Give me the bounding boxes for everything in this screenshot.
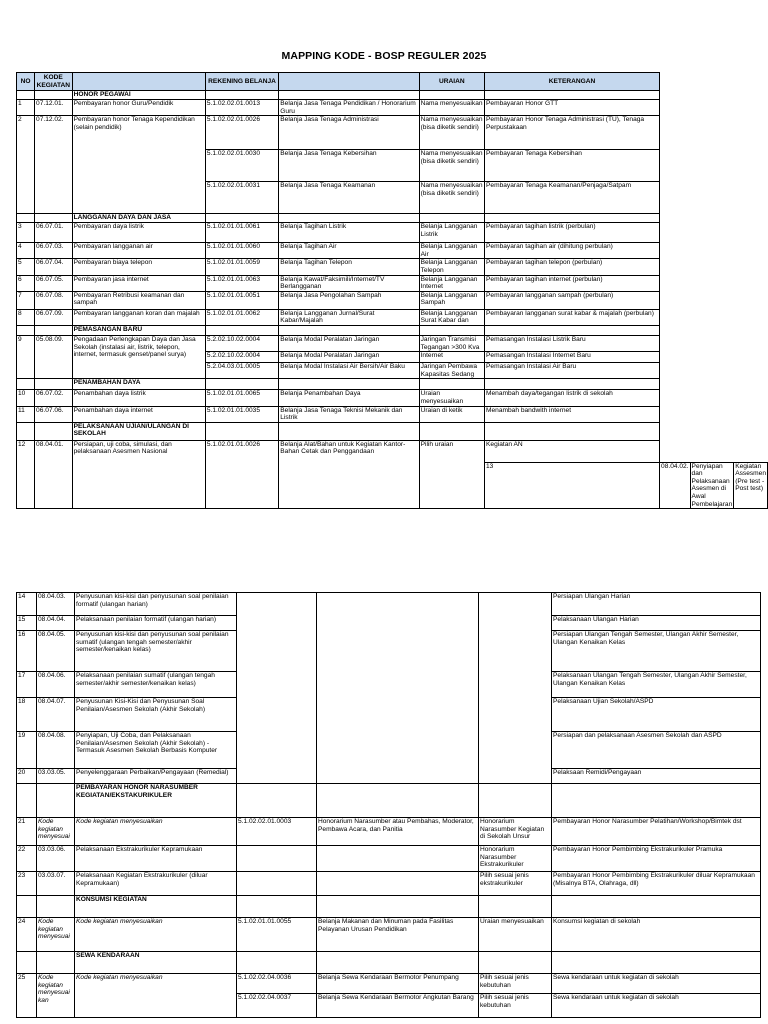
- cell-rekening-belanja: 5.1.02.01.01.0026: [205, 440, 278, 509]
- section-no: [17, 896, 37, 918]
- cell-keterangan: Pembayaran Honor Narasumber Pelatihan/Workshop/Bimtek dst: [552, 818, 761, 846]
- cell-rekening-belanja: 5.1.02.01.01.0063: [205, 275, 278, 291]
- table-row: [17, 243, 768, 259]
- cell-uraian: Uraian menyesuaikan: [479, 918, 552, 952]
- cell-keterangan: Sewa kendaraan untuk kegiatan di sekolah: [552, 994, 761, 1018]
- section-uraian: [419, 379, 484, 390]
- section-title: SEWA KENDARAAN: [75, 952, 237, 974]
- section-title: PEMBAYARAN HONOR NARASUMBER KEGIATAN/EKSTAKURIKULER: [75, 784, 237, 818]
- table-row: [17, 818, 761, 846]
- mapping-table-part-1: [16, 72, 768, 509]
- cell-uraian: Uraian menyesuaikan: [419, 390, 484, 406]
- cell-uraian: Honorarium Narasumber Kegiatan di Sekolah Unsur: [479, 818, 552, 846]
- cell-nama-rekening: Belanja Jasa Tenaga Administrasi: [279, 116, 419, 150]
- section-ket: [485, 91, 660, 100]
- cell-uraian: Belanja Langganan Listrik: [419, 223, 484, 243]
- table-row: [17, 872, 761, 896]
- section-no: [17, 422, 35, 440]
- table-row: [17, 846, 761, 872]
- cell-nama-kegiatan: Pengadaan Perlengkapan Daya dan Jasa Sekolah (instalasi air, listrik, telepon, internet, termasuk genset/panel surya): [72, 335, 205, 378]
- cell-uraian: Pilih uraian: [419, 440, 484, 509]
- cell-kode-kegiatan: 06.07.02.: [35, 390, 73, 406]
- cell-nama-rekening: Belanja Kawat/Faksimili/Internet/TV Berlangganan: [279, 275, 419, 291]
- table-row: [17, 291, 768, 309]
- cell-nama-kegiatan: Penyusunan kisi-kisi dan penyusunan soal penilaian formatif (ulangan harian): [75, 593, 237, 616]
- cell-nama-kegiatan: Pembayaran daya listrik: [72, 223, 205, 243]
- section-uraian: [479, 952, 552, 974]
- cell-no: 16: [17, 631, 37, 672]
- section-ket: [485, 214, 660, 223]
- section-no: [17, 952, 37, 974]
- section-row: [17, 422, 768, 440]
- cell-kode-kegiatan: 08.04.06.: [37, 672, 75, 698]
- cell-kode-kegiatan: 08.04.07.: [37, 698, 75, 732]
- cell-rekening-belanja: 5.1.02.01.01.0035: [205, 406, 278, 422]
- cell-uraian: Internet: [419, 352, 484, 363]
- cell-keterangan: Pelaksanaan Ulangan Tengah Semester, Ulangan Akhir Semester, Ulangan Kenaikan Kelas: [552, 672, 761, 698]
- cell-nama-rekening: Belanja Makanan dan Minuman pada Fasilitas Pelayanan Urusan Pendidikan: [317, 918, 479, 952]
- section-belanja: [317, 784, 479, 818]
- table-row: [17, 440, 768, 462]
- cell-rekening-belanja: 5.1.02.01.01.0059: [205, 259, 278, 275]
- cell-keterangan: Sewa kendaraan untuk kegiatan di sekolah: [552, 974, 761, 994]
- cell-nama-kegiatan: Pelaksanaan Kegiatan Ekstrakurikuler (diluar Kepramukaan): [75, 872, 237, 896]
- section-row: [17, 952, 761, 974]
- cell-no: 9: [17, 335, 35, 378]
- cell-kode-kegiatan: Kode kegiatan menyesuai: [37, 918, 75, 952]
- cell-uraian: Belanja Langganan Air: [419, 243, 484, 259]
- section-kode: [35, 91, 73, 100]
- section-belanja: [279, 214, 419, 223]
- cell-kode-kegiatan: 06.07.03.: [35, 243, 73, 259]
- cell-no: 14: [17, 593, 37, 616]
- cell-keterangan: Pemasangan Instalasi Internet Baru: [485, 352, 660, 363]
- cell-rekening-belanja: 5.1.02.02.04.0037: [237, 994, 317, 1018]
- table-row: [17, 335, 768, 351]
- cell-nama-rekening: Belanja Jasa Tenaga Pendidikan / Honorarium Guru: [279, 100, 419, 116]
- cell-uraian: Belanja Langganan Telepon: [419, 259, 484, 275]
- cell-uraian: [479, 593, 552, 784]
- section-uraian: [419, 91, 484, 100]
- cell-keterangan: Pelaksaan Remidi/Pengayaan: [552, 769, 761, 784]
- cell-rekening-belanja: [237, 846, 317, 872]
- section-rek: [205, 214, 278, 223]
- header-nama-rekening: [279, 73, 419, 91]
- cell-nama-rekening: Belanja Jasa Tenaga Keamanan: [279, 182, 419, 214]
- cell-nama-rekening: Belanja Jasa Pengolahan Sampah: [279, 291, 419, 309]
- cell-kode-kegiatan: Kode kegiatan menyesuai: [37, 818, 75, 846]
- table-row: [17, 406, 768, 422]
- section-ket: [485, 422, 660, 440]
- cell-nama-rekening: Belanja Jasa Tenaga Kebersihan: [279, 150, 419, 182]
- section-rek: [205, 379, 278, 390]
- cell-rekening-belanja: 5.1.02.01.01.0051: [205, 291, 278, 309]
- cell-uraian: Pilih sesuai jenis kebutuhan: [479, 974, 552, 994]
- cell-keterangan: Kegiatan AN: [485, 440, 660, 462]
- section-no: [17, 91, 35, 100]
- cell-kode-kegiatan: 03.03.05.: [37, 769, 75, 784]
- section-rek: [205, 422, 278, 440]
- section-uraian: [419, 214, 484, 223]
- cell-keterangan: Pelaksanaan Ulangan Harian: [552, 616, 761, 631]
- cell-kode-kegiatan: 08.04.03.: [37, 593, 75, 616]
- cell-keterangan: Kegiatan Assesmen (Pre test - Post test): [734, 462, 768, 509]
- cell-kode-kegiatan: 08.04.01.: [35, 440, 73, 509]
- cell-rekening-belanja: 5.1.02.02.01.0030: [205, 150, 278, 182]
- cell-no: 19: [17, 732, 37, 769]
- cell-rekening-belanja: 5.1.02.02.01.0031: [205, 182, 278, 214]
- cell-kode-kegiatan: 06.07.08.: [35, 291, 73, 309]
- cell-no: 10: [17, 390, 35, 406]
- section-title: KONSUMSI KEGIATAN: [75, 896, 237, 918]
- cell-no: 8: [17, 309, 35, 325]
- cell-nama-rekening: Belanja Penambahan Daya: [279, 390, 419, 406]
- section-ket: [552, 952, 761, 974]
- cell-no: 17: [17, 672, 37, 698]
- cell-rekening-belanja: 5.1.02.01.01.0065: [205, 390, 278, 406]
- section-no: [17, 379, 35, 390]
- cell-rekening-belanja: 5.1.02.02.04.0036: [237, 974, 317, 994]
- cell-nama-rekening: Belanja Modal Peralatan Jaringan: [279, 335, 419, 351]
- section-kode: [35, 325, 73, 335]
- section-belanja: [279, 325, 419, 335]
- table-row: [17, 100, 768, 116]
- cell-nama-rekening: Belanja Modal Peralatan Jaringan: [279, 352, 419, 363]
- cell-nama-kegiatan: Pelaksanaan penilaian formatif (ulangan harian): [75, 616, 237, 631]
- cell-nama-kegiatan: Pembayaran jasa internet: [72, 275, 205, 291]
- section-rek: [237, 784, 317, 818]
- cell-keterangan: Pembayaran Honor GTT: [485, 100, 660, 116]
- cell-keterangan: Pemasangan Instalasi Listrik Baru: [485, 335, 660, 351]
- section-ket: [552, 784, 761, 818]
- cell-nama-kegiatan: Penyusunan kisi-kisi dan penyusunan soal penilaian sumatif (ulangan tengah semester/akhir semester/kenaikan kelas): [75, 631, 237, 672]
- section-kode: [37, 896, 75, 918]
- cell-no: 24: [17, 918, 37, 952]
- cell-nama-kegiatan: Pelaksanaan penilaian sumatif (ulangan tengah semester/akhir semester/kenaikan kelas): [75, 672, 237, 698]
- cell-kode-kegiatan: 07.12.02.: [35, 116, 73, 214]
- cell-nama-rekening: Belanja Tagihan Air: [279, 243, 419, 259]
- section-row: [17, 214, 768, 223]
- section-uraian: [419, 422, 484, 440]
- cell-keterangan: Menambah bandwith internet: [485, 406, 660, 422]
- cell-uraian: Pilih sesuai jenis ekstrakurikuler: [479, 872, 552, 896]
- cell-keterangan: Pembayaran tagihan internet (perbulan): [485, 275, 660, 291]
- cell-keterangan: Konsumsi kegiatan di sekolah: [552, 918, 761, 952]
- cell-rekening-belanja: 5.1.02.02.01.0026: [205, 116, 278, 150]
- section-title: HONOR PEGAWAI: [72, 91, 205, 100]
- cell-rekening-belanja: 5.2.02.10.02.0004: [205, 335, 278, 351]
- section-ket: [485, 379, 660, 390]
- cell-keterangan: Pembayaran langganan surat kabar & majalah (perbulan): [485, 309, 660, 325]
- cell-kode-kegiatan: 08.04.05.: [37, 631, 75, 672]
- cell-keterangan: Pembayaran Honor Pembimbing Ekstrakurikuler Pramuka: [552, 846, 761, 872]
- cell-nama-rekening: Belanja Jasa Tenaga Teknisi Mekanik dan Listrik: [279, 406, 419, 422]
- table-row: [17, 309, 768, 325]
- section-belanja: [279, 379, 419, 390]
- section-rek: [205, 91, 278, 100]
- cell-nama-rekening: Belanja Tagihan Telepon: [279, 259, 419, 275]
- cell-keterangan: Pembayaran tagihan telepon (perbulan): [485, 259, 660, 275]
- cell-nama-kegiatan: Pembayaran honor Tenaga Kependidikan (selain pendidik): [72, 116, 205, 214]
- cell-nama-kegiatan: Penambahan daya listrik: [72, 390, 205, 406]
- cell-keterangan: Menambah daya/tegangan listrik di sekolah: [485, 390, 660, 406]
- cell-keterangan: Pelaksanaan Ujian Sekolah/ASPD: [552, 698, 761, 732]
- cell-rekening-belanja: 5.1.02.01.01.0062: [205, 309, 278, 325]
- cell-uraian: Honorarium Narasumber Ekstrakurikuler: [479, 846, 552, 872]
- cell-uraian: Jaringan Transmisi Tegangan >300 Kva: [419, 335, 484, 351]
- cell-no: 12: [17, 440, 35, 509]
- cell-no: 4: [17, 243, 35, 259]
- mapping-table-part-2: [16, 592, 761, 1018]
- section-belanja: [279, 91, 419, 100]
- cell-uraian: Belanja Langganan Surat Kabar dan: [419, 309, 484, 325]
- section-row: [17, 325, 768, 335]
- section-kode: [35, 422, 73, 440]
- header-rekening-belanja: REKENING BELANJA: [205, 73, 278, 91]
- table-row: [17, 593, 761, 616]
- section-row: [17, 896, 761, 918]
- cell-keterangan: Persiapan Ulangan Tengah Semester, Ulangan Akhir Semester, Ulangan Kenaikan Kelas: [552, 631, 761, 672]
- cell-nama-kegiatan: Kode kegiatan menyesuaikan: [75, 818, 237, 846]
- cell-keterangan: Pemasangan Instalasi Air Baru: [485, 363, 660, 379]
- cell-uraian: Nama menyesuaikan (bisa diketik sendiri): [419, 150, 484, 182]
- cell-nama-kegiatan: Penyelenggaraan Perbaikan/Pengayaan (Remedial): [75, 769, 237, 784]
- cell-rekening-belanja: 5.1.02.02.01.0013: [205, 100, 278, 116]
- cell-nama-kegiatan: Penyusunan Kisi-Kisi dan Penyusunan Soal Penilaian/Asesmen Sekolah (Akhir Sekolah): [75, 698, 237, 732]
- cell-keterangan: Persiapan Ulangan Harian: [552, 593, 761, 616]
- section-no: [17, 784, 37, 818]
- cell-uraian: Nama menyesuaikan: [419, 100, 484, 116]
- section-uraian: [479, 784, 552, 818]
- section-belanja: [279, 422, 419, 440]
- cell-no: 15: [17, 616, 37, 631]
- cell-nama-kegiatan: Pembayaran biaya telepon: [72, 259, 205, 275]
- cell-kode-kegiatan: 06.07.05.: [35, 275, 73, 291]
- section-rek: [205, 325, 278, 335]
- cell-nama-rekening: Belanja Modal Instalasi Air Bersih/Air Baku: [279, 363, 419, 379]
- section-ket: [485, 325, 660, 335]
- section-belanja: [317, 952, 479, 974]
- header-uraian: URAIAN: [419, 73, 484, 91]
- cell-keterangan: Pembayaran Honor Pembimbing Ekstrakurikuler diluar Kepramukaan (Misalnya BTA, Olahraga, dll): [552, 872, 761, 896]
- section-kode: [37, 784, 75, 818]
- section-kode: [35, 379, 73, 390]
- cell-nama-rekening: [317, 872, 479, 896]
- table-row: [17, 223, 768, 243]
- table-header-row: [17, 73, 768, 91]
- header-no: NO: [17, 73, 35, 91]
- cell-no: 22: [17, 846, 37, 872]
- cell-uraian: Pilih sesuai jenis kebutuhan: [479, 994, 552, 1018]
- cell-no: 1: [17, 100, 35, 116]
- cell-nama-kegiatan: Kode kegiatan menyesuaikan: [75, 974, 237, 1018]
- cell-keterangan: Pembayaran Tenaga Kebersihan: [485, 150, 660, 182]
- cell-keterangan: Persiapan dan pelaksanaan Asesmen Sekolah dan ASPD: [552, 732, 761, 769]
- cell-no: 7: [17, 291, 35, 309]
- cell-nama-kegiatan: Penyiapan, Uji Coba, dan Pelaksanaan Penilaian/Asesmen Sekolah (Akhir Sekolah) - Termasuk Asesmen Sekolah Berbasis Komputer: [75, 732, 237, 769]
- cell-kode-kegiatan: 03.03.07.: [37, 872, 75, 896]
- cell-nama-rekening: Belanja Sewa Kendaraan Bermotor Penumpang: [317, 974, 479, 994]
- cell-nama-rekening: Belanja Tagihan Listrik: [279, 223, 419, 243]
- header-keterangan: KETERANGAN: [485, 73, 660, 91]
- cell-keterangan: Pembayaran tagihan listrik (perbulan): [485, 223, 660, 243]
- header-nama-kegiatan: [72, 73, 205, 91]
- section-ket: [552, 896, 761, 918]
- cell-uraian: Belanja Langganan Sampah: [419, 291, 484, 309]
- cell-keterangan: Pembayaran tagihan air (dihitung perbulan): [485, 243, 660, 259]
- cell-no: 25: [17, 974, 37, 1018]
- cell-nama-kegiatan: Pembayaran langganan air: [72, 243, 205, 259]
- cell-kode-kegiatan: 06.07.04.: [35, 259, 73, 275]
- cell-rekening-belanja: 5.1.02.02.01.0003: [237, 818, 317, 846]
- section-no: [17, 325, 35, 335]
- cell-keterangan: Pembayaran Tenaga Keamanan/Penjaga/Satpam: [485, 182, 660, 214]
- cell-rekening-belanja: 5.2.04.03.01.0005: [205, 363, 278, 379]
- cell-kode-kegiatan: 06.07.06.: [35, 406, 73, 422]
- cell-kode-kegiatan: 06.07.01.: [35, 223, 73, 243]
- cell-nama-rekening: Belanja Alat/Bahan untuk Kegiatan Kantor-Bahan Cetak dan Penggandaan: [279, 440, 419, 509]
- section-uraian: [419, 325, 484, 335]
- cell-no: 13: [485, 462, 660, 509]
- cell-uraian: Belanja Langganan Internet: [419, 275, 484, 291]
- cell-no: 21: [17, 818, 37, 846]
- cell-nama-rekening: [317, 846, 479, 872]
- cell-nama-rekening: Belanja Langganan Jurnal/Surat Kabar/Majalah: [279, 309, 419, 325]
- section-row: [17, 784, 761, 818]
- cell-kode-kegiatan: 08.04.08.: [37, 732, 75, 769]
- cell-kode-kegiatan: 08.04.04.: [37, 616, 75, 631]
- cell-uraian: Nama menyesuaikan (bisa diketik sendiri): [419, 116, 484, 150]
- table-row: [17, 974, 761, 994]
- table-row: [17, 390, 768, 406]
- cell-no: 2: [17, 116, 35, 214]
- section-rek: [237, 896, 317, 918]
- cell-kode-kegiatan: 03.03.06.: [37, 846, 75, 872]
- cell-kode-kegiatan: 07.12.01.: [35, 100, 73, 116]
- cell-nama-rekening: [317, 593, 479, 784]
- section-no: [17, 214, 35, 223]
- section-title: LANGGANAN DAYA DAN JASA: [72, 214, 205, 223]
- cell-no: 6: [17, 275, 35, 291]
- table-row: [17, 116, 768, 150]
- section-title: PEMASANGAN BARU: [72, 325, 205, 335]
- cell-nama-kegiatan: Penyiapan dan Pelaksanaan Asesmen di Awal Pembelajaran: [691, 462, 733, 508]
- section-row: [17, 91, 768, 100]
- cell-rekening-belanja: 5.2.02.10.02.0004: [205, 352, 278, 363]
- section-rek: [237, 952, 317, 974]
- cell-kode-kegiatan: 08.04.02.: [660, 462, 691, 509]
- section-title: PELAKSANAAN UJIAN/ULANGAN DI SEKOLAH: [72, 422, 205, 440]
- cell-no: 11: [17, 406, 35, 422]
- section-title: PENAMBAHAN DAYA: [72, 379, 205, 390]
- cell-nama-kegiatan: Pembayaran honor Guru/Pendidik: [72, 100, 205, 116]
- cell-nama-rekening: Honorarium Narasumber atau Pembahas, Moderator, Pembawa Acara, dan Panitia: [317, 818, 479, 846]
- cell-rekening-belanja: [237, 593, 317, 784]
- section-kode: [35, 214, 73, 223]
- table-row: [17, 918, 761, 952]
- cell-rekening-belanja: 5.1.02.01.01.0061: [205, 223, 278, 243]
- cell-nama-rekening: Belanja Sewa Kendaraan Bermotor Angkutan Barang: [317, 994, 479, 1018]
- cell-no: 5: [17, 259, 35, 275]
- section-row: [17, 379, 768, 390]
- cell-keterangan: Pembayaran Honor Tenaga Administrasi (TU), Tenaga Perpustakaan: [485, 116, 660, 150]
- cell-kode-kegiatan: 05.08.09.: [35, 335, 73, 378]
- cell-nama-kegiatan: Kode kegiatan menyesuaikan: [75, 918, 237, 952]
- table-row: [17, 259, 768, 275]
- cell-no: 23: [17, 872, 37, 896]
- header-kode-kegiatan: KODE KEGIATAN: [35, 73, 73, 91]
- page-title: MAPPING KODE - BOSP REGULER 2025: [281, 50, 487, 62]
- cell-nama-kegiatan: Pelaksanaan Ekstrakurikuler Kepramukaan: [75, 846, 237, 872]
- section-uraian: [479, 896, 552, 918]
- section-kode: [37, 952, 75, 974]
- cell-no: 20: [17, 769, 37, 784]
- section-belanja: [317, 896, 479, 918]
- cell-rekening-belanja: [237, 872, 317, 896]
- cell-nama-kegiatan: Pembayaran Retribusi keamanan dan sampah: [72, 291, 205, 309]
- cell-no: 18: [17, 698, 37, 732]
- cell-kode-kegiatan: Kode kegiatan menyesuai kan: [37, 974, 75, 1018]
- cell-nama-kegiatan: Persiapan, uji coba, simulasi, dan pelaksanaan Asesmen Nasional: [72, 440, 205, 509]
- table-row: [17, 275, 768, 291]
- cell-nama-kegiatan: Penambahan daya internet: [72, 406, 205, 422]
- cell-uraian: Jaringan Pembawa Kapasitas Sedang: [419, 363, 484, 379]
- cell-keterangan: Pembayaran langganan sampah (perbulan): [485, 291, 660, 309]
- cell-kode-kegiatan: 06.07.09.: [35, 309, 73, 325]
- cell-uraian: Uraian di ketik: [419, 406, 484, 422]
- cell-uraian: Nama menyesuaikan (bisa diketik sendiri): [419, 182, 484, 214]
- cell-nama-kegiatan: Pembayaran langganan koran dan majalah: [72, 309, 205, 325]
- cell-rekening-belanja: 5.1.02.01.01.0055: [237, 918, 317, 952]
- cell-rekening-belanja: 5.1.02.01.01.0060: [205, 243, 278, 259]
- cell-no: 3: [17, 223, 35, 243]
